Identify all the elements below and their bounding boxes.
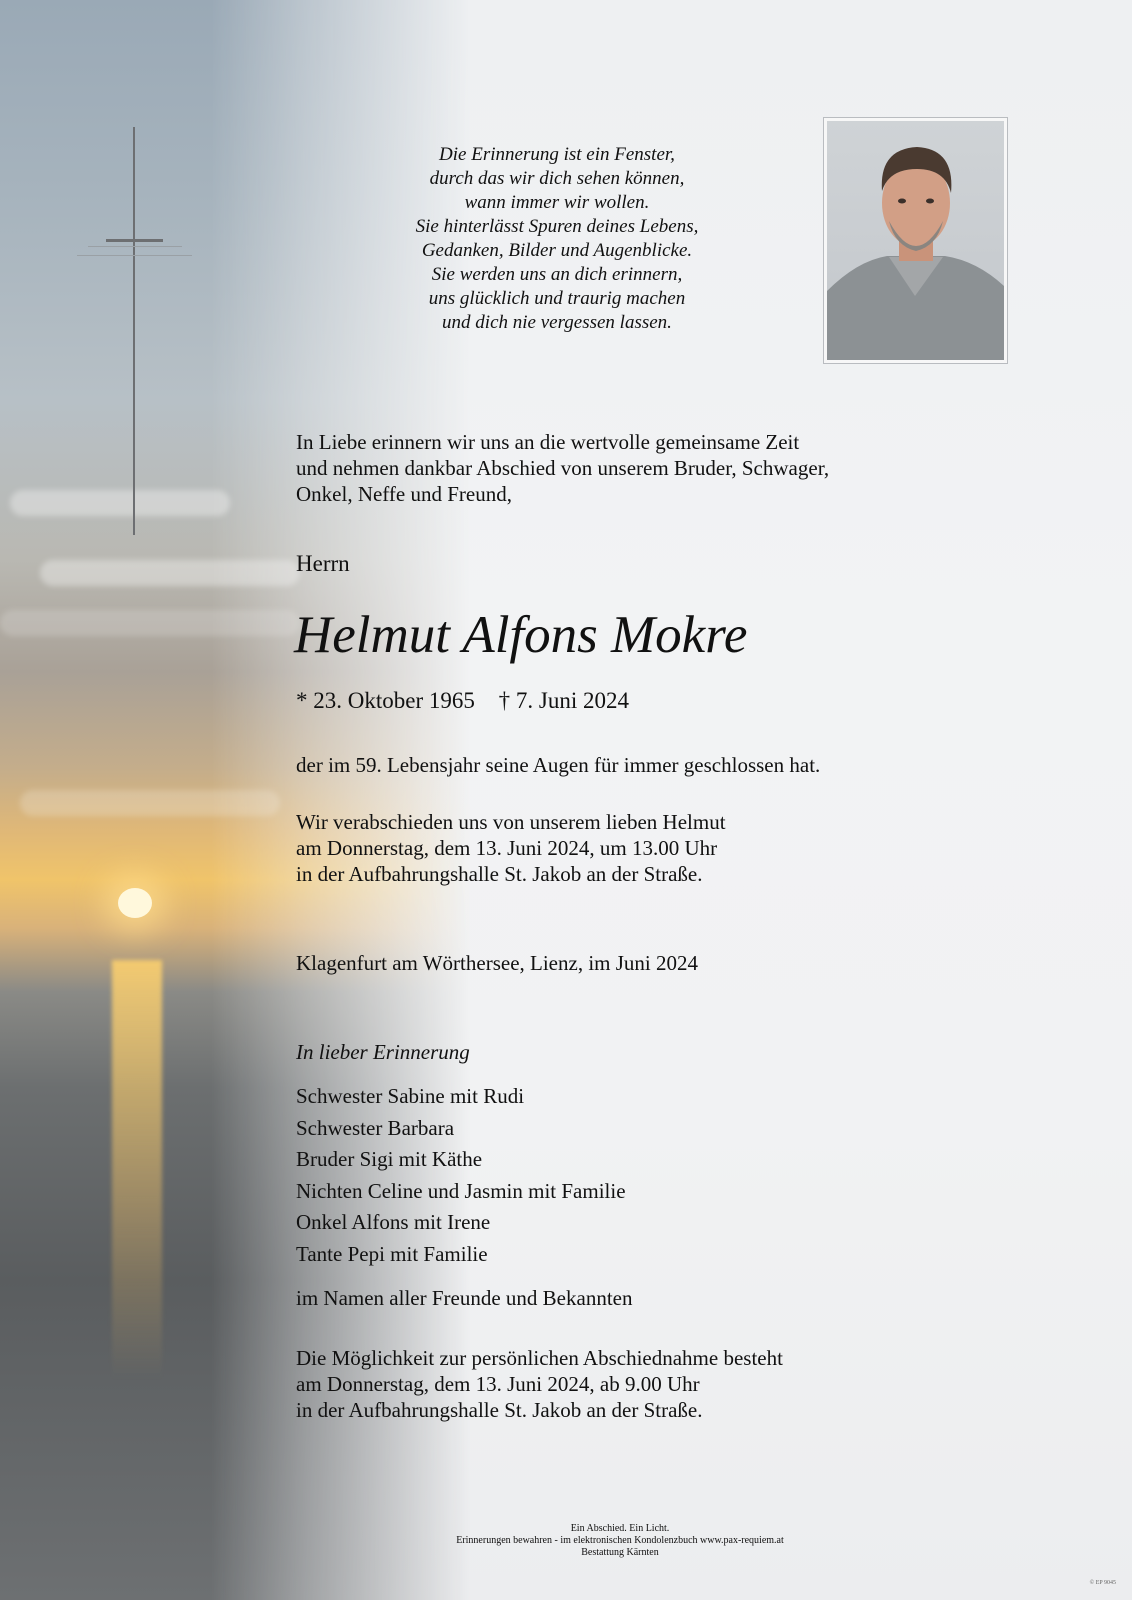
farewell-line: am Donnerstag, dem 13. Juni 2024, um 13.00 Uhr: [296, 836, 718, 860]
birth-date: * 23. Oktober 1965: [296, 688, 475, 713]
memory-heading: In lieber Erinnerung: [296, 1040, 470, 1064]
mourners-list: [296, 1081, 626, 1270]
cloud: [20, 790, 280, 816]
cross-line: [77, 255, 192, 256]
salutation: Herrn: [296, 551, 350, 576]
age-line: der im 59. Lebensjahr seine Augen für immer geschlossen hat.: [296, 753, 821, 777]
cross-line: [88, 246, 182, 247]
poem-line: Sie werden uns an dich erinnern,: [431, 264, 683, 285]
cloud: [0, 610, 300, 636]
portrait-photo: [827, 121, 1004, 360]
intro-text: [296, 429, 829, 507]
list-item: Schwester Sabine mit Rudi: [296, 1084, 525, 1108]
list-item: Schwester Barbara: [296, 1115, 455, 1140]
footer-line: Erinnerungen bewahren - im elektronischen Kondolenzbuch www.pax-requiem.at: [456, 1535, 784, 1546]
poem-line: Die Erinnerung ist ein Fenster,: [439, 144, 675, 165]
intro-line: und nehmen dankbar Abschied von unserem Bruder, Schwager,: [296, 456, 830, 480]
place-date: Klagenfurt am Wörthersee, Lienz, im Juni 2024: [296, 951, 698, 975]
cloud: [40, 560, 300, 586]
footer-line: Ein Abschied. Ein Licht.: [570, 1523, 670, 1534]
list-item: Bruder Sigi mit Käthe: [296, 1147, 483, 1171]
poem: [372, 143, 742, 335]
farewell-text: [296, 809, 726, 887]
sun: [118, 888, 152, 918]
poem-line: Gedanken, Bilder und Augenblicke.: [421, 240, 693, 261]
print-code: © EP 9045: [1089, 1580, 1116, 1586]
portrait-frame: [823, 117, 1008, 364]
poem-line: wann immer wir wollen.: [464, 192, 650, 213]
deceased-name: Helmut Alfons Mokre: [294, 606, 748, 664]
cloud: [10, 490, 230, 516]
list-item: Tante Pepi mit Familie: [296, 1241, 488, 1266]
poem-line: und dich nie vergessen lassen.: [442, 312, 672, 333]
list-item: Onkel Alfons mit Irene: [296, 1210, 491, 1234]
poem-line: uns glücklich und traurig machen: [428, 288, 686, 309]
footer: [300, 1523, 940, 1559]
footer-line: Bestattung Kärnten: [581, 1547, 659, 1558]
poem-line: durch das wir dich sehen können,: [429, 168, 685, 189]
poem-line: Sie hinterlässt Spuren deines Lebens,: [415, 216, 699, 237]
death-date: † 7. Juni 2024: [498, 688, 629, 713]
viewing-line: am Donnerstag, dem 13. Juni 2024, ab 9.00 Uhr: [296, 1372, 700, 1396]
viewing-line: Die Möglichkeit zur persönlichen Abschiednahme besteht: [296, 1346, 783, 1370]
viewing-text: [296, 1345, 783, 1423]
cross-icon: [133, 127, 135, 535]
viewing-line: in der Aufbahrungshalle St. Jakob an der Straße.: [296, 1398, 703, 1422]
list-item: Nichten Celine und Jasmin mit Familie: [296, 1178, 626, 1203]
cross-bar: [106, 239, 163, 242]
intro-line: Onkel, Neffe und Freund,: [296, 482, 512, 506]
sun-reflection: [112, 960, 162, 1380]
life-dates: [296, 688, 647, 714]
intro-line: In Liebe erinnern wir uns an die wertvolle gemeinsame Zeit: [296, 430, 800, 454]
farewell-line: Wir verabschieden uns von unserem lieben Helmut: [296, 810, 726, 834]
farewell-line: in der Aufbahrungshalle St. Jakob an der Straße.: [296, 862, 703, 886]
friends-line: im Namen aller Freunde und Bekannten: [296, 1286, 633, 1310]
